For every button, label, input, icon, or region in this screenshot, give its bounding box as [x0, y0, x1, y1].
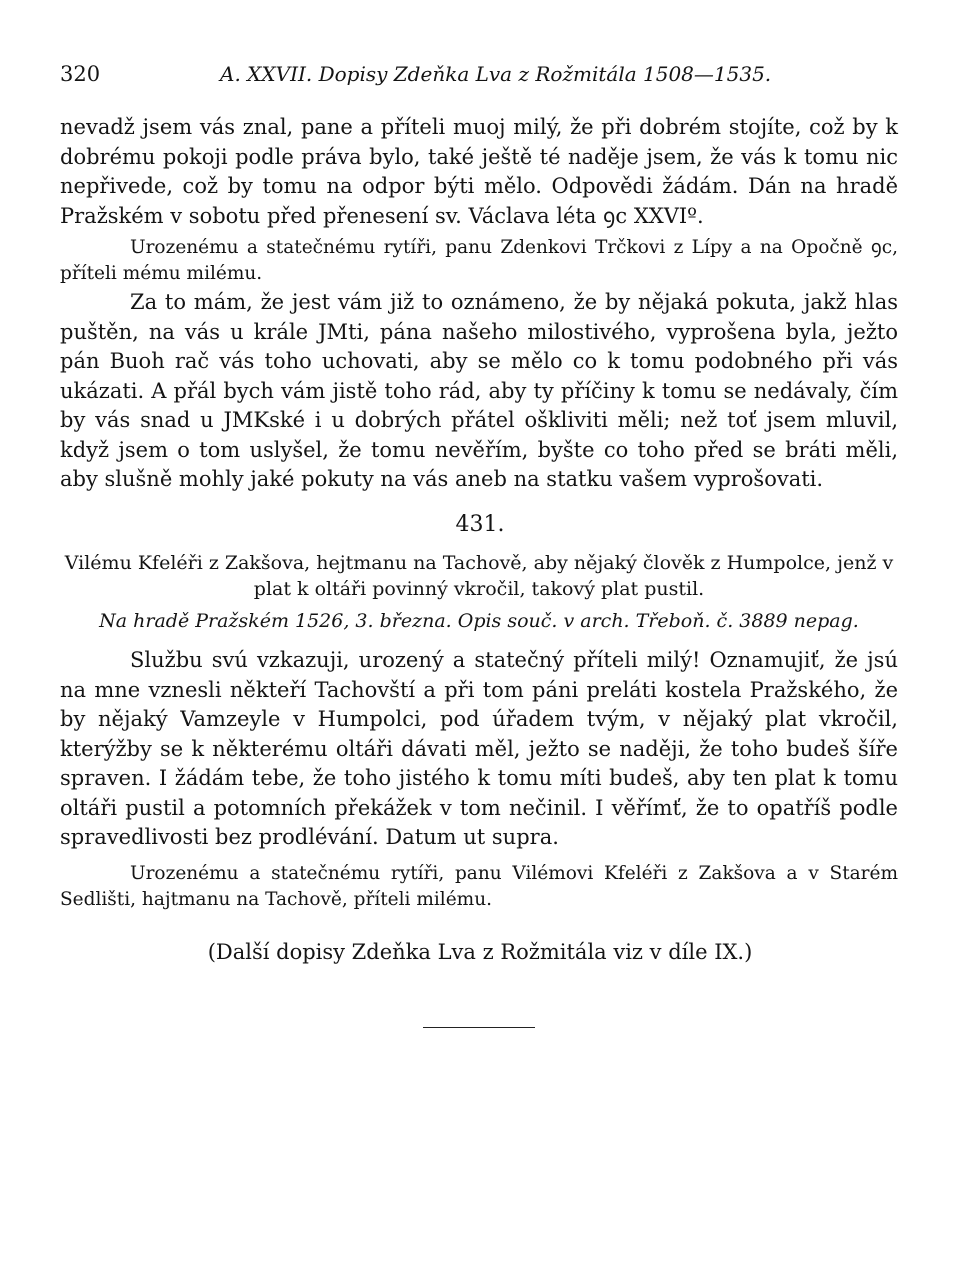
end-rule: [423, 1027, 535, 1028]
letter-source: Na hradě Pražském 1526, 3. března. Opis souč. v arch. Třeboň. č. 3889 nepag.: [99, 610, 859, 632]
letter-body-end: nevadž jsem vás znal, pane a příteli muoj milý, že při dobrém stojíte, což by k dobrému pokoji podle práva bylo, také ještě té naděje jsem, že vás k tomu nic nepřivede, což by tomu na odpor býti mělo. Odpovědi žádám. Dán na hradě Pražském v sobotu před přenesení sv. Václava léta ꝯc XXVIº.: [60, 115, 898, 228]
postscript-text: Za to mám, že jest vám již to oznámeno, že by nějaká pokuta, jakž hlas puštěn, na vás u krále JMti, pána našeho milostivého, vyprošena byla, ježto pán Buoh rač vás toho uchovati, aby se mělo co k tomu podobného při vás ukázati. A přál bych vám jistě toho rád, aby ty příčiny k tomu se nedávaly, čím by vás snad u JMKské i u dobrých přátel oškliviti měli; než toť jsem mluvil, když jsem o tom uslyšel, že tomu nevěřím, byšte co toho před se bráti měli, aby slušně mohly jaké pokuty na vás aneb na statku vašem vyprošovati.: [60, 290, 898, 491]
page-number: 320: [60, 62, 101, 86]
running-title: A. XXVII. Dopisy Zdeňka Lva z Rožmitála 1508—1535.: [220, 62, 772, 86]
letter-address: Urozenému a statečnému rytíři, panu Vilémovi Kfeléři z Zakšova a v Starém Sedlišti, hajtmanu na Tachově, příteli milému.: [60, 862, 898, 910]
letter-body: Službu svú vzkazuji, urozený a statečný příteli milý! Oznamujiť, že jsú na mne vznesli někteří Tachovští a při tom páni preláti kostela Pražského, že by nějaký Vamzeyle v Humpolci, pod úřadem tvým, v nějaký plat vkročil, kterýžby se k některému oltáři dávati měl, ježto se naději, že toho budeš šíře spraven. I žádám tebe, že toho jistého k tomu míti budeš, aby ten plat k tomu oltáři pustil a potomních překážek v tom nečinil. I věřímť, že to opatříš podle spravedlivosti bez prodlévání. Datum ut supra.: [60, 648, 898, 849]
letter-431: [60, 646, 898, 913]
continued-letter: [60, 113, 898, 287]
letter-number: 431.: [455, 512, 505, 537]
letter-address: Urozenému a statečnému rytíři, panu Zdenkovi Trčkovi z Lípy a na Opočně ꝯc, příteli mému milému.: [60, 237, 898, 284]
postscript: [60, 288, 898, 495]
letter-regest: Vilému Kfeléři z Zakšova, hejtmanu na Tachově, aby nějaký člověk z Humpolce, jenž v plat k oltáři povinný vkročil, takový plat pustil.: [64, 552, 894, 600]
cross-reference-note: (Další dopisy Zdeňka Lva z Rožmitála viz v díle IX.): [207, 940, 753, 964]
page-header: [60, 62, 898, 90]
